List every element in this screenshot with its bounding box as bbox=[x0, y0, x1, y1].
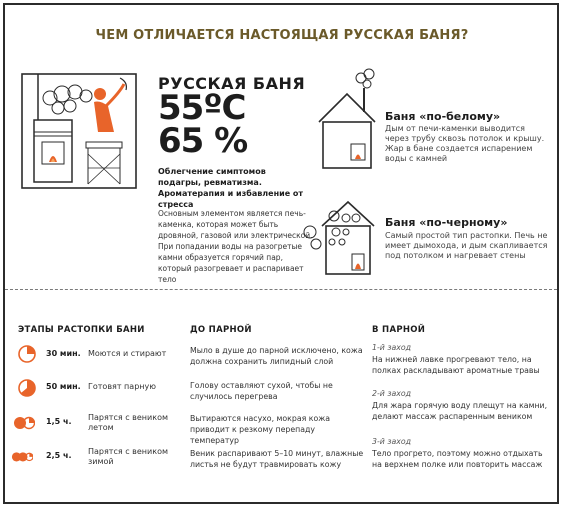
before-column-heading: ДО ПАРНОЙ bbox=[190, 325, 252, 335]
before-item-3: Вытираются насухо, мокрая кожа приводит к резкому перепаду температур bbox=[190, 414, 331, 445]
section-divider bbox=[5, 289, 557, 290]
page-title: ЧЕМ ОТЛИЧАЕТСЯ НАСТОЯЩАЯ РУССКАЯ БАНЯ? bbox=[95, 28, 469, 43]
stage-1-text: Моются и стирают bbox=[88, 349, 167, 358]
in-steam-2-label: 2-й заход bbox=[372, 389, 412, 398]
stage-3-icon bbox=[13, 412, 35, 432]
in-steam-1-label: 1-й заход bbox=[372, 343, 412, 352]
stage-1-time: 30 мин. bbox=[46, 349, 81, 358]
stage-3-time: 1,5 ч. bbox=[46, 417, 72, 426]
in-steam-2-text: Для жара горячую воду плещут на камни, делают массаж распаренным веником bbox=[372, 401, 548, 421]
description-text: Основным элементом является печь-каменка, которая может быть дровяной, газовой или электрической. При попадании воды на разогретые камни образуется горячий пар, который разогревает и распаривает тело bbox=[158, 209, 313, 284]
stage-4-icon bbox=[11, 446, 33, 466]
stage-2-icon bbox=[16, 377, 38, 397]
humidity-value: 65 % bbox=[158, 121, 248, 161]
sauna-illustration bbox=[20, 72, 138, 190]
before-item-1: Мыло в душе до парной исключено, кожа должна сохранить липидный слой bbox=[190, 346, 363, 366]
stage-4-time: 2,5 ч. bbox=[46, 451, 72, 460]
temperature-value: 55ºC bbox=[158, 88, 246, 128]
white-bath-heading: Баня «по-белому» bbox=[385, 110, 501, 123]
russian-bath-heading: РУССКАЯ БАНЯ bbox=[158, 74, 306, 93]
black-bath-heading: Баня «по-черному» bbox=[385, 216, 508, 229]
stage-2-text: Готовят парную bbox=[88, 382, 156, 391]
stage-1-icon bbox=[16, 343, 38, 363]
stages-column-heading: ЭТАПЫ РАСТОПКИ БАНИ bbox=[18, 325, 145, 335]
black-bath-house-icon bbox=[302, 192, 382, 278]
before-item-2: Голову оставляют сухой, чтобы не случилось перегрева bbox=[190, 381, 333, 401]
benefit-text: Облегчение симптомов подагры, ревматизма. Ароматерапия и избавление от стресса bbox=[158, 167, 304, 209]
before-item-4: Веник распаривают 5–10 минут, влажные листья не будут травмировать кожу bbox=[190, 449, 364, 469]
stage-2-time: 50 мин. bbox=[46, 382, 81, 391]
stage-3-text: Парятся с веником летом bbox=[88, 413, 168, 432]
white-bath-house-icon bbox=[315, 66, 377, 170]
in-steam-3-text: Тело прогрето, поэтому можно отдыхать на верхнем полке или повторить массаж bbox=[372, 449, 543, 469]
white-bath-text: Дым от печи-каменки выводится через трубу сквозь потолок и крышу. Жар в бане создается испарением воды с камней bbox=[385, 124, 545, 163]
in-steam-1-text: На нижней лавке прогревают тело, на полках раскладывают ароматные травы bbox=[372, 355, 540, 375]
in-steam-column-heading: В ПАРНОЙ bbox=[372, 325, 426, 335]
in-steam-3-label: 3-й заход bbox=[372, 437, 412, 446]
black-bath-text: Самый простой тип растопки. Печь не имеет дымохода, и дым скапливается под потолком и нагревает стены bbox=[385, 231, 548, 260]
stage-4-text: Парятся с веником зимой bbox=[88, 447, 168, 466]
